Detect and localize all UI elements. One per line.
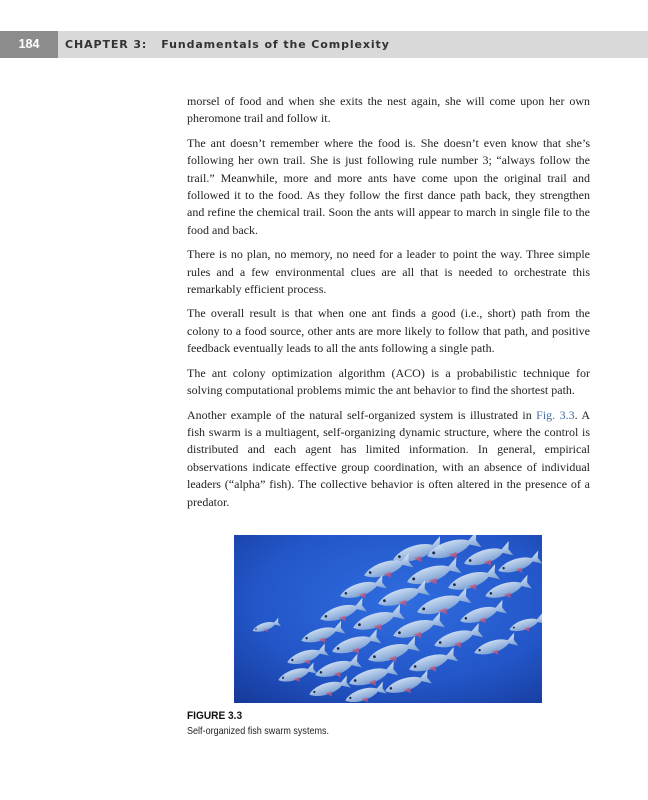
figure-caption: Self-organized fish swarm systems.	[187, 725, 330, 737]
page-number: 184	[0, 31, 58, 58]
chapter-title: Fundamentals of the Complexity	[161, 38, 390, 51]
paragraph-6	[187, 407, 590, 511]
paragraph-6-end: . A fish swarm is a multiagent, self-organizing dynamic structure, where the control is distributed and each agent has limited information. In general, empirical observations indicate effective group coordination, with an absence of individual leaders (“alpha” fish). The collective behavior is often altered in the presence of a predator.	[187, 407, 590, 509]
paragraph-1: morsel of food and when she exits the nest again, she will come upon her own pheromone trail and follow it.	[187, 94, 590, 126]
paragraph-4: The overall result is that when one ant finds a good (i.e., short) path from the colony to a food source, other ants are more likely to follow that path, and positive feedback eventually leads to all the ants following a single path.	[187, 306, 590, 356]
body-text	[187, 93, 590, 518]
paragraph-6-start: Another example of the natural self-organized system is illustrated in	[187, 407, 537, 422]
fish-swarm-illustration	[234, 535, 542, 703]
paragraph-3: There is no plan, no memory, no need for a leader to point the way. Three simple rules and a few environmental clues are all that is needed to orchestrate this remarkably efficient process.	[187, 247, 590, 297]
running-header	[0, 31, 648, 58]
fish-swarm-photo	[234, 535, 542, 703]
figure-label: FIGURE 3.3	[187, 710, 243, 722]
chapter-label: CHAPTER 3:	[65, 38, 148, 51]
running-head-text	[65, 31, 390, 58]
figure-reference-link[interactable]: Fig. 3.3	[536, 407, 575, 422]
paragraph-2: The ant doesn’t remember where the food is. She doesn’t even know that she’s following her own trail. She is just following rule number 3; “always follow the trail.” Meanwhile, more and more ants have come upon the original trail and followed it to the food. As they follow the first dance path back, they strengthen and refine the chemical trail. Soon the ants will appear to march in single file to the food and back.	[187, 135, 590, 237]
paragraph-5: The ant colony optimization algorithm (ACO) is a probabilistic technique for solving computational problems mimic the ant behavior to find the shortest path.	[187, 365, 590, 398]
